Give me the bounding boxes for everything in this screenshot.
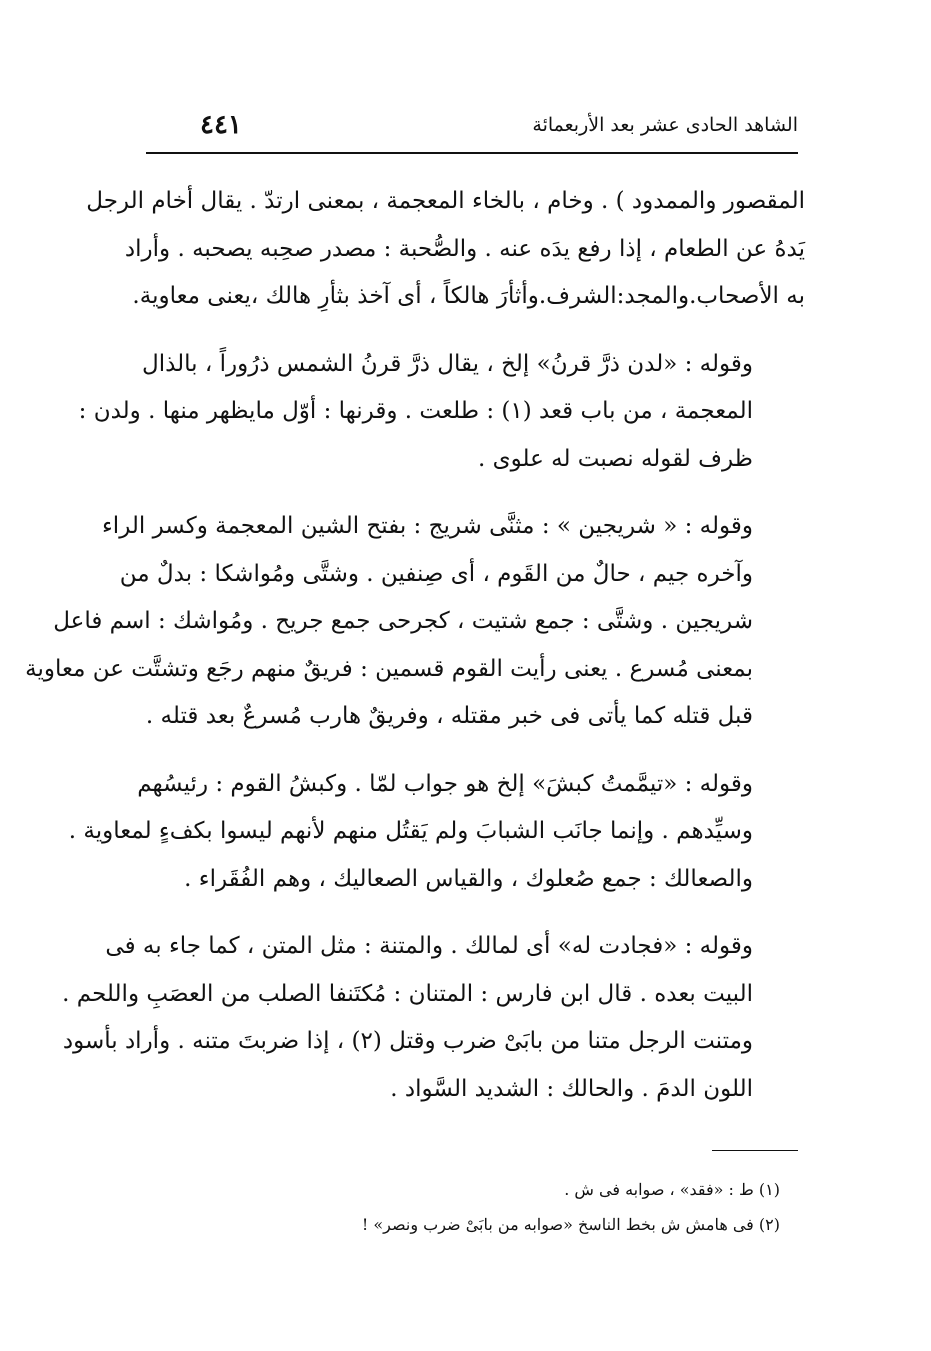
text-line: المقصور والممدود ) . وخام ، بالخاء المعجمة ، بمعنى ارتدّ . يقال أخام الرجل [86,188,805,214]
text-line: ومتنت الرجل متنا من بابَىْ ضرب وقتل (٢) ، إذا ضربتَ متنه . وأراد بأسود [62,1028,753,1054]
text-line: شريجين . وشتَّى : جمع شتيت ، كجرحى جمع جريح . ومُواشك : اسم فاعل [53,608,753,634]
header-divider [146,152,798,154]
footnote-1: (١) ط : «فقد» ، صوابه فى ش . [564,1180,780,1199]
text-line: وقوله : «لدن ذرَّ قرنُ» إلخ ، يقال ذرَّ قرنُ الشمس ذرُوراً ، بالذال [141,350,753,377]
paragraph-2 [78,341,805,484]
text-line: وآخره جيم ، حالٌ من القَوم ، أى صِنفين . وشتَّى ومُواشكا : بدلٌ من [119,560,753,587]
footnote-divider [712,1150,798,1151]
page-number: ٤٤١ [200,110,242,140]
text-line: به الأصحاب.والمجد:الشرف.وأثأرَ هالكاً ، أى آخذ بثأرِ هالك ،يعنى معاوية. [132,283,805,309]
text-line: قبل قتله كما يأتى فى خبر مقتله ، وفريقٌ هارب مُسرعٌ بعد قتله . [145,703,753,729]
footnotes [300,1172,780,1242]
text-line: بمعنى مُسرع . يعنى رأيت القوم قسمين : فريقٌ منهم رجَع وتشتَّت عن معاوية [25,655,753,682]
paragraph-4 [68,761,805,904]
paragraph-1 [86,178,805,321]
text-line: وقوله : «فجادت له» أى لمالك . والمتنة : مثل المتن ، كما جاء به فى [105,933,753,959]
paragraph-3 [25,503,805,741]
text-line: ظرف لقوله نصبت له علوى . [477,445,753,472]
footnote-2: (٢) فى هامش ش بخط الناسخ «صوابه من بابَىْ ضرب ونصر» ! [361,1215,780,1234]
text-line: وقوله : «تيمَّمتُ كبشَ» إلخ هو جواب لمّا . وكبشُ القوم : رئيسُهم [137,770,753,797]
page-header [150,110,798,150]
text-line: اللون الدمَ . والحالك : الشديد السَّواد . [390,1075,753,1102]
text-line: والصعالك : جمع صُعلوك ، والقياس الصعاليك ، وهم الفُقَراء . [184,865,753,892]
text-line: البيت بعده . قال ابن فارس : المتنان : مُكتَنفا الصلب من العصَبِ واللحم . [62,980,753,1007]
main-text [25,178,805,1133]
text-line: وقوله : « شريجين » : مثنَّى شريج : بفتح الشين المعجمة وكسر الراء [101,513,753,539]
running-title: الشاهد الحادى عشر بعد الأربعمائة [532,114,798,136]
paragraph-5 [62,923,805,1113]
text-line: المعجمة ، من باب قعد (١) : طلعت . وقرنها : أوّل مايظهر منها . ولدن : [78,398,753,424]
text-line: وسيِّدهم . وإنما جانَب الشبابَ ولم يَقتُل منهم لأنهم ليسوا بكفءٍ لمعاوية . [68,818,753,844]
text-line: يَدهُ عن الطعام ، إذا رفع يدَه عنه . والصُّحبة : مصدر صحِبه يصحبه . وأراد [124,235,805,262]
